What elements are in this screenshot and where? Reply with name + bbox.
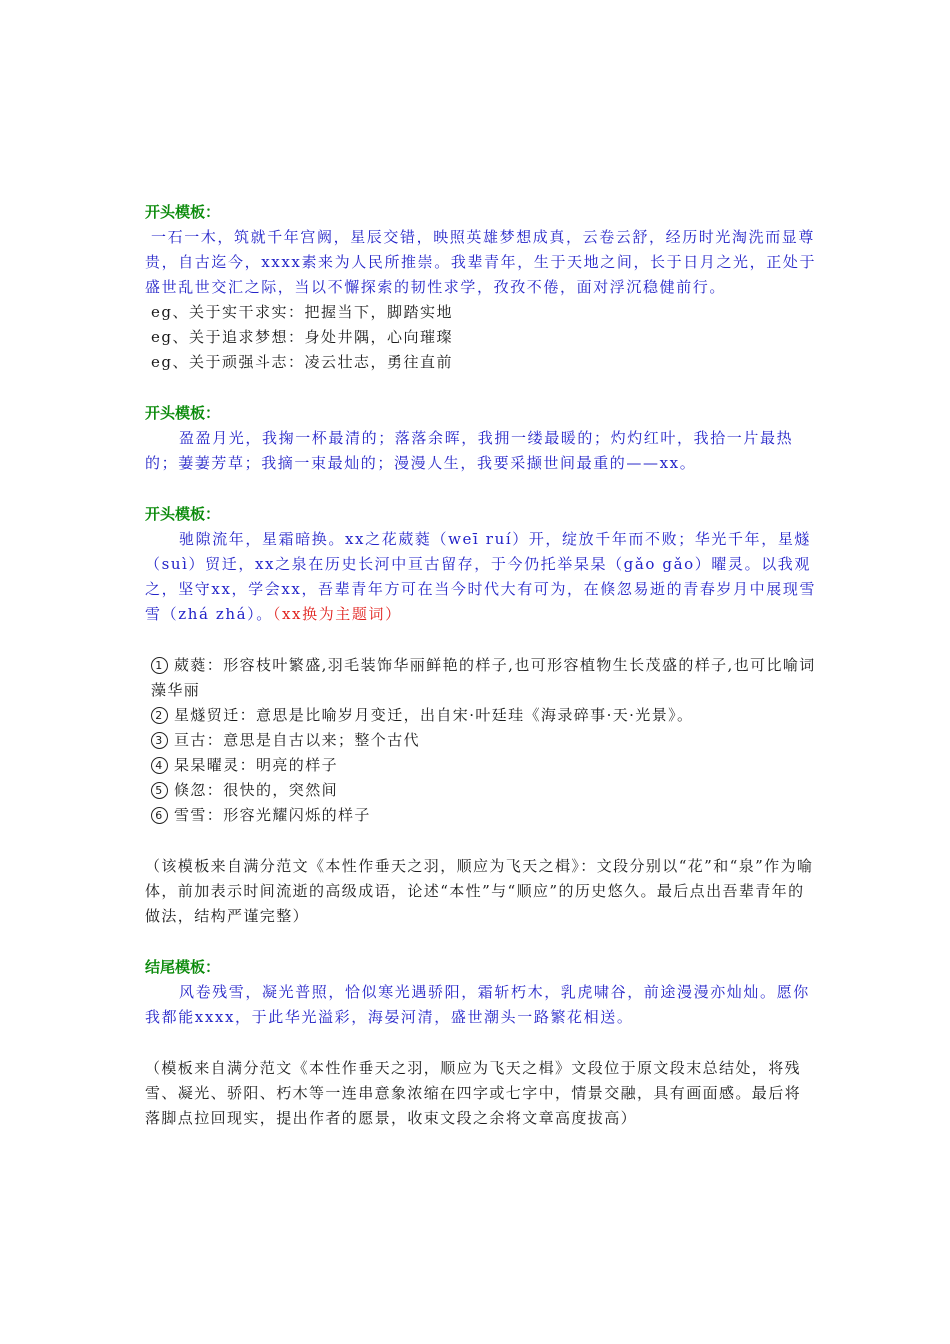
example-line-3: eg、关于顽强斗志：凌云壮志，勇往直前 (151, 353, 453, 371)
ending-template-body: 风卷残雪，凝光普照，恰似寒光遇骄阳，霜斩朽木，乳虎啸谷，前途漫漫亦灿灿。愿你我都能xxxx，于此华光溢彩，海晏河清，盛世潮头一路繁花相送。 (145, 983, 810, 1026)
section-title-ending: 结尾模板： (145, 958, 221, 976)
glossary-text: 倏忽：很快的，突然间 (174, 781, 339, 799)
glossary-item (145, 653, 817, 703)
opening-template-3-body (145, 527, 817, 627)
glossary-text: 葳蕤：形容枝叶繁盛,羽毛装饰华丽鲜艳的样子,也可形容植物生长茂盛的样子,也可比喻词藻华丽 (151, 656, 816, 699)
example-line-2: eg、关于追求梦想：身处井隅，心向璀璨 (151, 328, 453, 346)
glossary-text: 星燧贸迁：意思是比喻岁月变迁，出自宋·叶廷珪《海录碎事·天·光景》。 (174, 706, 694, 724)
glossary-text: 亘古：意思是自古以来；整个古代 (174, 731, 421, 749)
section-title-opening-3: 开头模板： (145, 505, 221, 523)
circled-number: 2 (151, 707, 168, 724)
glossary-item (145, 803, 817, 828)
template-source-note-2: （模板来自满分范文《本性作垂天之羽，顺应为飞天之楫》文段位于原文段末总结处，将残雪、凝光、骄阳、朽木等一连串意象浓缩在四字或七字中，情景交融，具有画面感。最后将落脚点拉回现实，提出作者的愿景，收束文段之余将文章高度拔高） (145, 1059, 802, 1127)
section-title-opening-1: 开头模板： (145, 203, 221, 221)
document-content (145, 200, 817, 1131)
template-source-note-1: （该模板来自满分范文《本性作垂天之羽，顺应为飞天之楫》：文段分别以“花”和“泉”作为喻体，前加表示时间流逝的高级成语，论述“本性”与“顺应”的历史悠久。最后点出吾辈青年的做法，结构严谨完整） (145, 857, 814, 925)
glossary-text: 杲杲曜灵：明亮的样子 (174, 756, 339, 774)
opening-template-2-body: 盈盈月光，我掬一杯最清的；落落余晖，我拥一缕最暖的；灼灼红叶，我拾一片最热的；萋萋芳草；我摘一束最灿的；漫漫人生，我要采撷世间最重的——xx。 (145, 429, 794, 472)
circled-number: 6 (151, 807, 168, 824)
glossary-item (145, 728, 817, 753)
glossary-text: 雪雪：形容光耀闪烁的样子 (174, 806, 371, 824)
circled-number: 4 (151, 757, 168, 774)
opening-template-3-text: 驰隙流年，星霜暗换。xx之花葳蕤（weī ruí）开，绽放千年而不败；华光千年，星燧（suì）贸迁，xx之泉在历史长河中亘古留存，于今仍托举杲杲（gǎo gǎo）曜灵。以我观之，坚守xx，学会xx，吾辈青年方可在当今时代大有可为，在倏忽易逝的青春岁月中展现雪雪（zhá zhá）。 (145, 530, 817, 623)
opening-template-1-body: 一石一木，筑就千年宫阙，星辰交错，映照英雄梦想成真，云卷云舒，经历时光淘洗而显尊贵，自古迄今，xxxx素来为人民所推崇。我辈青年，生于天地之间，长于日月之光，正处于盛世乱世交汇之际，当以不懈探索的韧性求学，孜孜不倦，面对浮沉稳健前行。 (145, 228, 817, 296)
glossary-item (145, 753, 817, 778)
glossary-item (145, 778, 817, 803)
section-title-opening-2: 开头模板： (145, 404, 221, 422)
glossary-item (145, 703, 817, 728)
circled-number: 3 (151, 732, 168, 749)
circled-number: 5 (151, 782, 168, 799)
glossary-list (145, 653, 817, 828)
circled-number: 1 (151, 657, 168, 674)
example-line-1: eg、关于实干求实：把握当下，脚踏实地 (151, 303, 453, 321)
replace-keyword-note: （xx换为主题词） (272, 605, 402, 623)
